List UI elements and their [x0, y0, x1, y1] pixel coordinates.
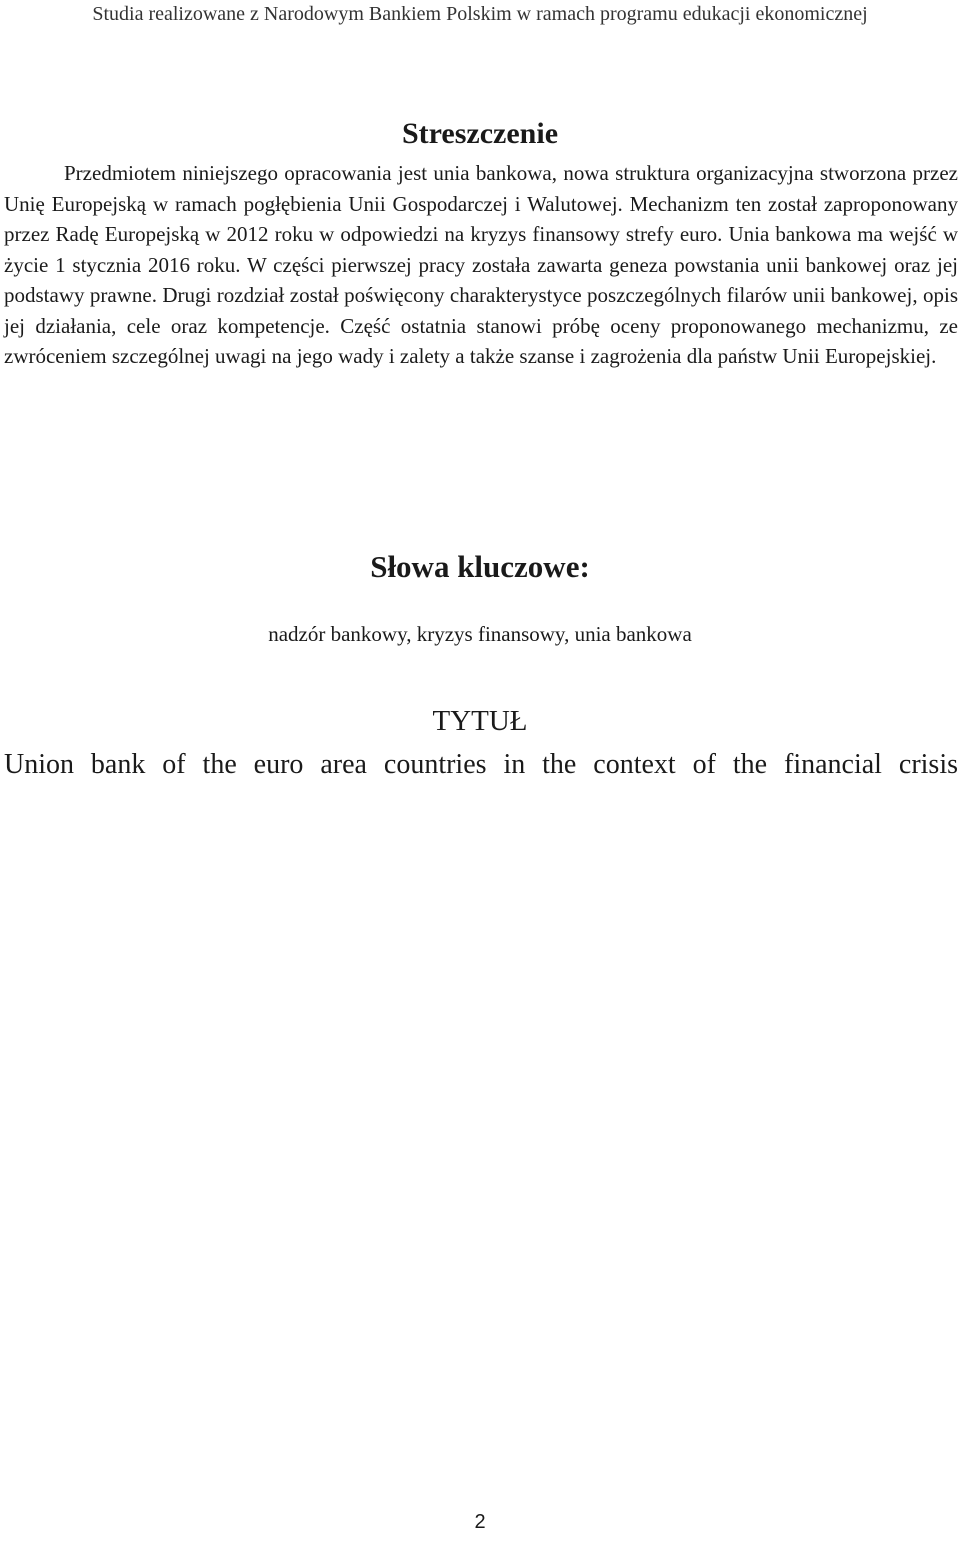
title-label: TYTUŁ	[432, 705, 528, 737]
running-header: Studia realizowane z Narodowym Bankiem Polskim w ramach programu edukacji ekonomicznej	[92, 3, 868, 25]
abstract-body: Przedmiotem niniejszego opracowania jest unia bankowa, nowa struktura organizacyjna stworzona przez Unię Europejską w ramach pogłębienia Unii Gospodarczej i Walutowej. Mechanizm ten został zaproponowany przez Radę Europejską w 2012 roku w odpowiedzi na kryzys finansowy strefy euro. Unia bankowa ma wejść w życie 1 stycznia 2016 roku. W części pierwszej pracy została zawarta geneza powstania unii bankowej oraz jej podstawy prawne. Drugi rozdział został poświęcony charakterystyce poszczególnych filarów unii bankowej, opis jej działania, cele oraz kompetencje. Część ostatnia stanowi próbę oceny proponowanego mechanizmu, ze zwróceniem szczególnej uwagi na jego wady i zalety a także szanse i zagrożenia dla państw Unii Europejskiej.	[4, 161, 958, 368]
abstract-heading: Streszczenie	[401, 117, 559, 150]
keywords-text: nadzór bankowy, kryzys finansowy, unia bankowa	[268, 622, 692, 646]
keywords-heading: Słowa kluczowe:	[370, 549, 590, 584]
english-title: Union bank of the euro area countries in the context of the financial crisis	[4, 749, 958, 780]
page-number: 2	[474, 1511, 486, 1533]
